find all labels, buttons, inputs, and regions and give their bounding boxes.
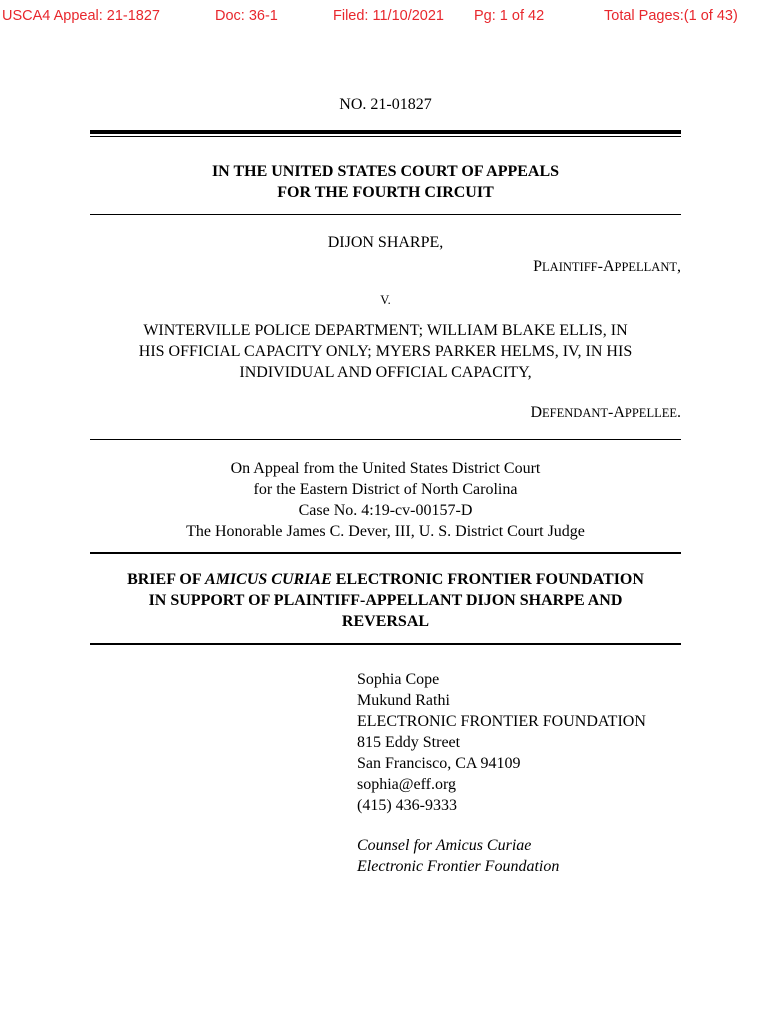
defendants-line-2: HIS OFFICIAL CAPACITY ONLY; MYERS PARKER HELMS, IV, IN HIS [138,343,633,360]
brief-title-line-1: BRIEF OF AMICUS CURIAE ELECTRONIC FRONTIER FOUNDATION [127,571,644,588]
brief-title-line-2: IN SUPPORT OF PLAINTIFF-APPELLANT DIJON SHARPE AND [148,592,623,609]
plaintiff-name: DIJON SHARPE, [327,234,444,251]
appeal-number-stamp: USCA4 Appeal: 21-1827 [2,8,160,24]
section-divider [90,643,681,645]
counsel-organization: ELECTRONIC FRONTIER FOUNDATION [357,713,646,730]
section-divider [90,552,681,554]
court-name [90,161,681,203]
counsel-role-line-2: Electronic Frontier Foundation [357,858,560,875]
brief-title [90,569,681,632]
court-line-2: FOR THE FOURTH CIRCUIT [277,184,494,201]
thin-rule [90,136,681,137]
counsel-name-1: Sophia Cope [357,671,440,688]
versus: V. [380,293,391,307]
counsel-email: sophia@eff.org [357,776,457,793]
appeal-info [90,458,681,542]
court-line-1: IN THE UNITED STATES COURT OF APPEALS [211,163,560,180]
defendants-line-1: WINTERVILLE POLICE DEPARTMENT; WILLIAM BLAKE ELLIS, IN [143,322,628,339]
doc-number-stamp: Doc: 36-1 [215,8,278,24]
brief-title-line-3: REVERSAL [341,613,430,630]
appeal-line-4: The Honorable James C. Dever, III, U. S. District Court Judge [186,523,585,540]
appeal-line-2: for the Eastern District of North Carolina [253,481,518,498]
section-divider [90,439,681,440]
defendants-line-3: INDIVIDUAL AND OFFICIAL CAPACITY, [239,364,532,381]
filed-date-stamp: Filed: 11/10/2021 [333,8,444,24]
total-pages-stamp: Total Pages:(1 of 43) [604,8,738,24]
appeal-line-1: On Appeal from the United States District Court [230,460,541,477]
thick-rule [90,130,681,134]
counsel-block [357,669,646,816]
appeal-line-3: Case No. 4:19-cv-00157-D [298,502,473,519]
page-count-stamp: Pg: 1 of 42 [474,8,545,24]
counsel-city: San Francisco, CA 94109 [357,755,521,772]
defendants-names [90,320,681,383]
defendant-role: DEFENDANT-APPELLEE. [530,404,681,421]
section-divider [90,214,681,215]
plaintiff-role: PLAINTIFF-APPELLANT, [533,258,681,275]
counsel-role [357,835,559,877]
counsel-phone: (415) 436-9333 [357,797,457,814]
counsel-role-line-1: Counsel for Amicus Curiae [357,837,532,854]
docket-number: NO. 21-01827 [339,96,432,113]
counsel-street: 815 Eddy Street [357,734,461,751]
counsel-name-2: Mukund Rathi [357,692,450,709]
